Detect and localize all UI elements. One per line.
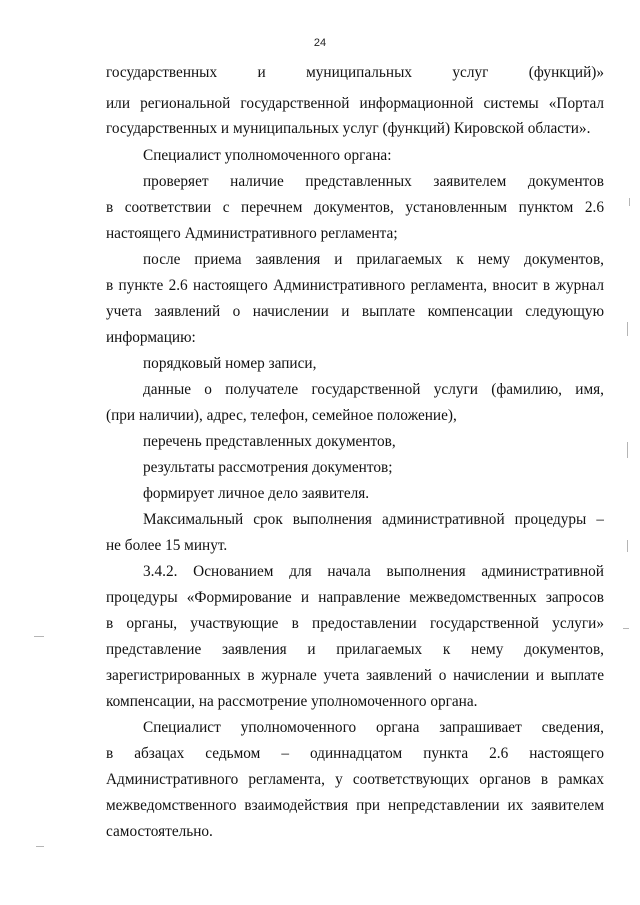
scan-speck	[627, 442, 628, 458]
text-line: межведомственного взаимодействия при непредставлении их заявителем	[106, 797, 604, 814]
text-line: данные о получателе государственной услуги (фамилию, имя,	[143, 381, 604, 398]
text-line: настоящего Административного регламента;	[106, 225, 398, 242]
scan-speck	[36, 846, 44, 847]
text-line: в соответствии с перечнем документов, установленным пунктом 2.6	[106, 199, 604, 216]
text-line: в абзацах седьмом – одиннадцатом пункта 2.6 настоящего	[106, 745, 604, 762]
text-line: Административного регламента, у соответствующих органов в рамках	[106, 771, 604, 788]
text-line: (при наличии), адрес, телефон, семейное положение),	[106, 407, 457, 424]
text-line: в пункте 2.6 настоящего Административного регламента, вносит в журнал	[106, 277, 604, 294]
scan-speck	[34, 636, 44, 637]
text-line: процедуры «Формирование и направление межведомственных запросов	[106, 589, 604, 606]
text-line: государственных и муниципальных услуг (функций)»	[106, 64, 604, 81]
text-line: Специалист уполномоченного органа:	[143, 147, 392, 164]
text-line: самостоятельно.	[106, 823, 213, 840]
text-line: порядковый номер записи,	[143, 355, 317, 372]
text-line: результаты рассмотрения документов;	[143, 459, 393, 476]
text-line: формирует личное дело заявителя.	[143, 485, 370, 502]
scan-speck	[623, 628, 629, 629]
text-line: Максимальный срок выполнения административной процедуры –	[143, 511, 604, 528]
scan-speck	[629, 198, 630, 206]
text-line: зарегистрированных в журнале учета заявлений о начислении и выплате	[106, 667, 604, 684]
text-line: учета заявлений о начислении и выплате компенсации следующую	[106, 303, 604, 320]
text-line: в органы, участвующие в предоставлении государственной услуги»	[106, 615, 604, 632]
scan-speck	[627, 322, 628, 336]
text-line: перечень представленных документов,	[143, 433, 396, 450]
text-line: компенсации, на рассмотрение уполномоченного органа.	[106, 693, 478, 710]
text-line: государственных и муниципальных услуг (функций) Кировской области».	[106, 120, 591, 137]
text-line: 3.4.2. Основанием для начала выполнения административной	[143, 563, 604, 580]
page-number: 24	[313, 37, 327, 49]
text-line: представление заявления и прилагаемых к нему документов,	[106, 641, 604, 658]
text-line: Специалист уполномоченного органа запрашивает сведения,	[143, 719, 604, 736]
text-line: проверяет наличие представленных заявителем документов	[143, 173, 604, 190]
text-line: не более 15 минут.	[106, 537, 228, 554]
scan-speck	[627, 540, 628, 552]
text-line: или региональной государственной информационной системы «Портал	[106, 95, 604, 112]
text-line: после приема заявления и прилагаемых к нему документов,	[143, 251, 604, 268]
text-line: информацию:	[106, 329, 196, 346]
